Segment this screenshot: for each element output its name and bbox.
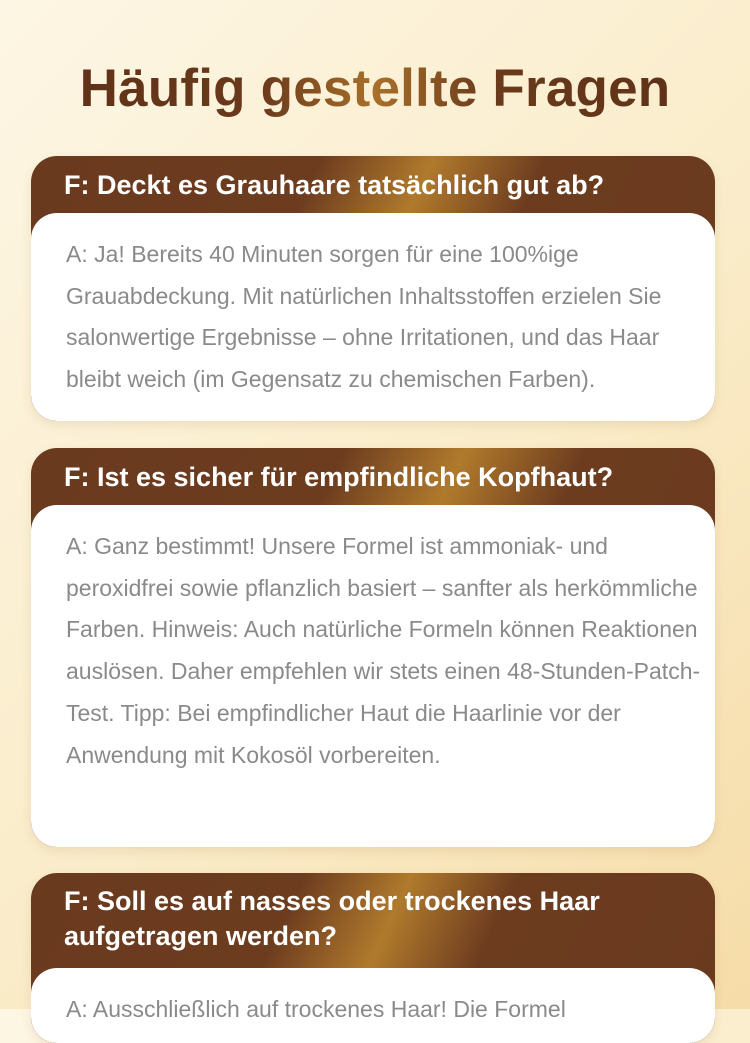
faq-item-gray-coverage[interactable] <box>31 156 715 421</box>
page-title: Häufig gestellte Fragen <box>0 58 750 120</box>
faq-item-wet-or-dry-hair[interactable] <box>31 873 715 1043</box>
faq-answer: A: Ganz bestimmt! Unsere Formel ist ammoniak- und peroxidfrei sowie pflanzlich basiert – sanfter als herkömmliche Farben. Hinweis: Auch natürliche Formeln können Reaktionen auslösen. Daher empfehlen wir stets einen 48-Stunden-Patch-Test. Tipp: Bei empfindlicher Haut die Haarlinie vor der Anwendung mit Kokosöl vorbereiten. <box>31 505 715 847</box>
faq-question[interactable]: F: Ist es sicher für empfindliche Kopfhaut? <box>64 462 614 492</box>
faq-answer: A: Ja! Bereits 40 Minuten sorgen für eine 100%ige Grauabdeckung. Mit natürlichen Inhaltsstoffen erzielen Sie salonwertige Ergebnisse – ohne Irritationen, und das Haar bleibt weich (im Gegensatz zu chemischen Farben). <box>31 213 715 421</box>
faq-question[interactable]: F: Deckt es Grauhaare tatsächlich gut ab? <box>64 170 605 200</box>
faq-answer: A: Ausschließlich auf trockenes Haar! Die Formel <box>31 968 715 1043</box>
faq-question[interactable]: F: Soll es auf nasses oder trockenes Haar aufgetragen werden? <box>64 886 600 951</box>
faq-item-sensitive-scalp[interactable] <box>31 448 715 847</box>
